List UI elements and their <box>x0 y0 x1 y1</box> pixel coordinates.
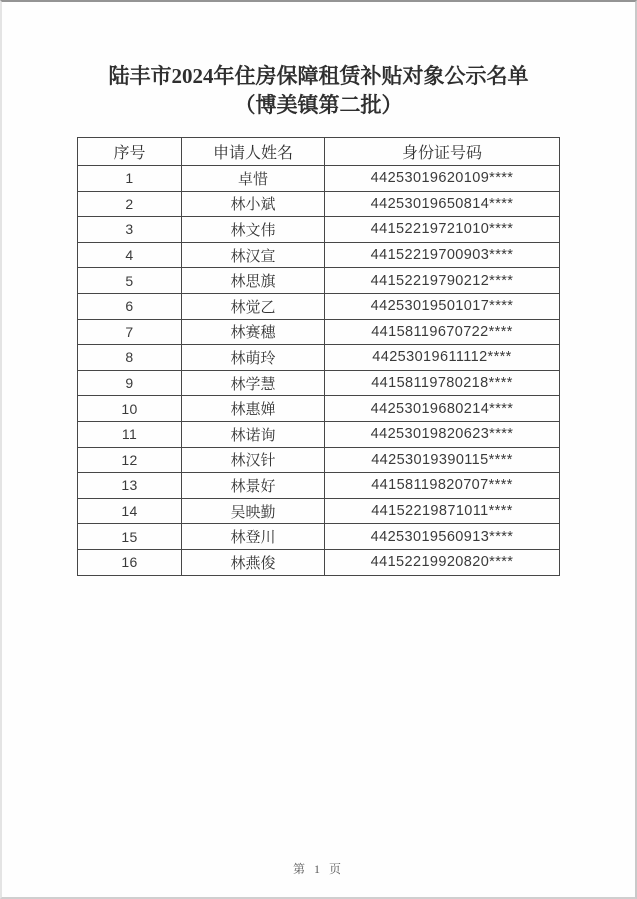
table-row <box>78 447 560 473</box>
id-number-cell: 44152219790212**** <box>325 268 560 294</box>
id-number-cell: 44253019680214**** <box>325 396 560 422</box>
id-number-cell: 44253019390115**** <box>325 447 560 473</box>
id-number-cell: 44253019501017**** <box>325 293 560 319</box>
table-row <box>78 549 560 575</box>
table-row <box>78 166 560 192</box>
serial-number-cell: 7 <box>78 319 182 345</box>
serial-number-cell: 10 <box>78 396 182 422</box>
applicant-name-cell: 吴映勤 <box>182 498 325 524</box>
applicant-name-cell: 林觉乙 <box>182 293 325 319</box>
applicant-name-cell: 卓惜 <box>182 166 325 192</box>
id-number-cell: 44158119780218**** <box>325 370 560 396</box>
serial-number-cell: 11 <box>78 421 182 447</box>
serial-number-cell: 14 <box>78 498 182 524</box>
applicant-name-cell: 林汉针 <box>182 447 325 473</box>
id-number-cell: 44253019620109**** <box>325 166 560 192</box>
table-row <box>78 217 560 243</box>
table-row <box>78 421 560 447</box>
page-number: 第 1 页 <box>292 862 344 876</box>
table-row <box>78 498 560 524</box>
table-row <box>78 524 560 550</box>
id-number-cell: 44253019820623**** <box>325 421 560 447</box>
serial-number-cell: 2 <box>78 191 182 217</box>
document-title-line2: （博美镇第二批） <box>234 93 403 117</box>
table-row <box>78 242 560 268</box>
id-number-cell: 44152219700903**** <box>325 242 560 268</box>
applicant-name-cell: 林萌玲 <box>182 345 325 371</box>
serial-number-cell: 5 <box>78 268 182 294</box>
applicant-name-cell: 林汉宣 <box>182 242 325 268</box>
column-header-serial-number: 序号 <box>78 138 182 166</box>
column-header-applicant-name: 申请人姓名 <box>182 138 325 166</box>
serial-number-cell: 3 <box>78 217 182 243</box>
table-header-row <box>78 138 560 166</box>
serial-number-cell: 9 <box>78 370 182 396</box>
table-row <box>78 370 560 396</box>
document-title <box>2 62 635 120</box>
column-header-id-number: 身份证号码 <box>325 138 560 166</box>
table-row <box>78 293 560 319</box>
id-number-cell: 44253019611112**** <box>325 345 560 371</box>
serial-number-cell: 15 <box>78 524 182 550</box>
serial-number-cell: 1 <box>78 166 182 192</box>
applicant-table <box>77 137 560 576</box>
table-row <box>78 473 560 499</box>
table-row <box>78 268 560 294</box>
applicant-name-cell: 林小斌 <box>182 191 325 217</box>
serial-number-cell: 6 <box>78 293 182 319</box>
applicant-name-cell: 林登川 <box>182 524 325 550</box>
applicant-name-cell: 林诺询 <box>182 421 325 447</box>
applicant-name-cell: 林学慧 <box>182 370 325 396</box>
document-title-line1: 陆丰市2024年住房保障租赁补贴对象公示名单 <box>108 64 529 88</box>
applicant-name-cell: 林惠婵 <box>182 396 325 422</box>
id-number-cell: 44152219920820**** <box>325 549 560 575</box>
id-number-cell: 44253019650814**** <box>325 191 560 217</box>
applicant-name-cell: 林燕俊 <box>182 549 325 575</box>
serial-number-cell: 16 <box>78 549 182 575</box>
id-number-cell: 44152219721010**** <box>325 217 560 243</box>
id-number-cell: 44152219871011**** <box>325 498 560 524</box>
applicant-name-cell: 林思旗 <box>182 268 325 294</box>
applicant-name-cell: 林赛穗 <box>182 319 325 345</box>
table-body <box>78 166 560 576</box>
serial-number-cell: 8 <box>78 345 182 371</box>
serial-number-cell: 4 <box>78 242 182 268</box>
applicant-name-cell: 林文伟 <box>182 217 325 243</box>
id-number-cell: 44158119820707**** <box>325 473 560 499</box>
table-row <box>78 345 560 371</box>
serial-number-cell: 12 <box>78 447 182 473</box>
table-row <box>78 319 560 345</box>
table-row <box>78 191 560 217</box>
id-number-cell: 44253019560913**** <box>325 524 560 550</box>
id-number-cell: 44158119670722**** <box>325 319 560 345</box>
applicant-name-cell: 林景好 <box>182 473 325 499</box>
serial-number-cell: 13 <box>78 473 182 499</box>
table-row <box>78 396 560 422</box>
